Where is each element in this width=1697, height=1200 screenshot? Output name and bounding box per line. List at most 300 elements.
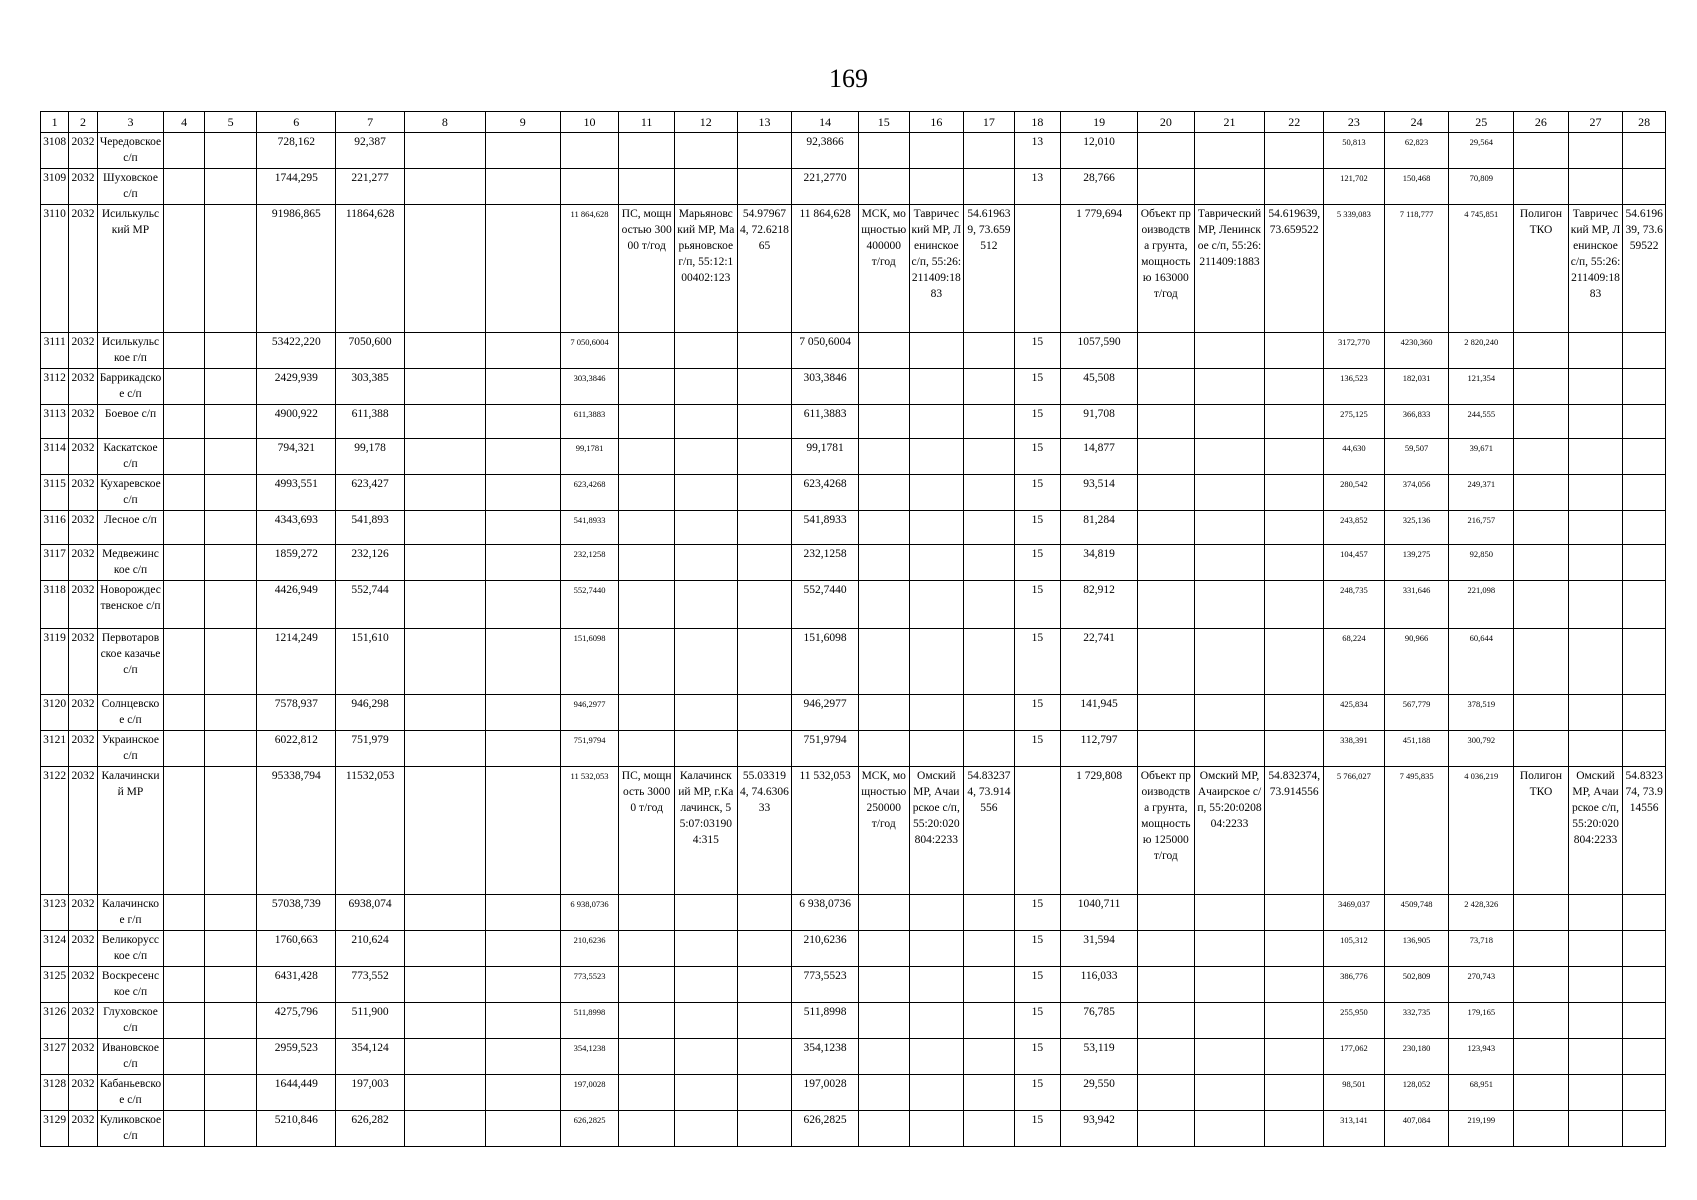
table-cell	[1623, 475, 1666, 511]
table-cell	[164, 895, 204, 931]
table-cell: 81,284	[1061, 511, 1138, 545]
table-cell: 105,312	[1324, 931, 1385, 967]
table-cell	[964, 1003, 1015, 1039]
table-cell: 3469,037	[1324, 895, 1385, 931]
table-cell	[204, 1075, 257, 1111]
table-cell	[964, 545, 1015, 581]
table-cell: 794,321	[257, 439, 336, 475]
table-cell: 623,4268	[792, 475, 859, 511]
table-cell	[204, 895, 257, 931]
table-row	[41, 1111, 1666, 1147]
table-cell: 303,3846	[560, 369, 619, 405]
table-cell: 2032	[69, 581, 97, 629]
table-cell	[737, 1111, 792, 1147]
table-cell: 68,224	[1324, 629, 1385, 695]
table-cell	[909, 731, 964, 767]
table-cell	[204, 405, 257, 439]
table-cell: 2032	[69, 333, 97, 369]
table-cell: 5210,846	[257, 1111, 336, 1147]
table-cell: 15	[1014, 1003, 1061, 1039]
table-cell: 93,942	[1061, 1111, 1138, 1147]
table-cell	[1568, 931, 1623, 967]
table-cell: 541,8933	[792, 511, 859, 545]
table-cell: 2032	[69, 169, 97, 205]
table-cell	[1265, 545, 1324, 581]
table-cell	[485, 1003, 560, 1039]
table-cell	[858, 1039, 909, 1075]
table-cell: Медвежинское с/п	[97, 545, 164, 581]
table-cell	[1194, 405, 1265, 439]
table-cell: 59,507	[1384, 439, 1449, 475]
table-cell	[204, 695, 257, 731]
table-cell: 3125	[41, 967, 69, 1003]
table-cell: 15	[1014, 629, 1061, 695]
column-header: 13	[737, 112, 792, 133]
table-cell	[737, 581, 792, 629]
table-cell	[1623, 967, 1666, 1003]
table-cell: 2032	[69, 511, 97, 545]
table-cell	[1568, 133, 1623, 169]
table-cell: 4426,949	[257, 581, 336, 629]
table-cell	[964, 895, 1015, 931]
table-cell: 230,180	[1384, 1039, 1449, 1075]
table-cell: 7 050,6004	[560, 333, 619, 369]
table-cell: 3113	[41, 405, 69, 439]
table-cell	[1623, 405, 1666, 439]
table-cell	[737, 545, 792, 581]
table-cell: 552,7440	[560, 581, 619, 629]
table-cell	[737, 511, 792, 545]
table-cell: Объект производства грунта, мощностью 163000 т/год	[1138, 205, 1195, 333]
table-cell	[619, 475, 675, 511]
table-cell	[1514, 1003, 1569, 1039]
table-cell: 50,813	[1324, 133, 1385, 169]
table-cell	[909, 1003, 964, 1039]
column-header: 7	[336, 112, 405, 133]
table-cell: 221,277	[336, 169, 405, 205]
table-cell: 39,671	[1449, 439, 1514, 475]
table-cell	[619, 545, 675, 581]
table-cell	[909, 405, 964, 439]
table-cell	[204, 439, 257, 475]
table-cell	[674, 1111, 737, 1147]
table-cell	[204, 767, 257, 895]
table-cell: 15	[1014, 931, 1061, 967]
table-cell: 128,052	[1384, 1075, 1449, 1111]
table-cell	[858, 695, 909, 731]
table-cell: 93,514	[1061, 475, 1138, 511]
table-cell: 751,9794	[560, 731, 619, 767]
table-cell	[404, 1075, 485, 1111]
table-row	[41, 511, 1666, 545]
table-cell: 98,501	[1324, 1075, 1385, 1111]
table-cell: 15	[1014, 895, 1061, 931]
table-cell: 552,7440	[792, 581, 859, 629]
table-cell	[1568, 1075, 1623, 1111]
table-cell	[964, 1111, 1015, 1147]
table-cell: 249,371	[1449, 475, 1514, 511]
table-cell	[1623, 1111, 1666, 1147]
table-cell	[1138, 1003, 1195, 1039]
table-cell: 946,298	[336, 695, 405, 731]
table-cell	[1138, 1111, 1195, 1147]
table-cell: Марьяновский МР, Марьяновское г/п, 55:12:100402:123	[674, 205, 737, 333]
table-cell: 177,062	[1324, 1039, 1385, 1075]
table-cell: 151,6098	[792, 629, 859, 695]
table-cell	[1514, 931, 1569, 967]
table-cell: 374,056	[1384, 475, 1449, 511]
table-cell	[909, 695, 964, 731]
table-cell: 54.832374, 73.914556	[1265, 767, 1324, 895]
table-cell: 773,5523	[792, 967, 859, 1003]
table-cell: 57038,739	[257, 895, 336, 931]
table-cell: 7050,600	[336, 333, 405, 369]
table-cell: 773,552	[336, 967, 405, 1003]
table-cell: 2032	[69, 629, 97, 695]
table-cell	[1568, 581, 1623, 629]
table-cell: 2032	[69, 931, 97, 967]
table-cell: Ивановское с/п	[97, 1039, 164, 1075]
column-header: 16	[909, 112, 964, 133]
table-cell	[619, 1003, 675, 1039]
table-cell	[909, 1075, 964, 1111]
table-cell	[737, 895, 792, 931]
table-cell: 244,555	[1449, 405, 1514, 439]
table-cell	[619, 369, 675, 405]
table-cell	[1138, 133, 1195, 169]
table-cell	[1194, 1111, 1265, 1147]
table-cell: 248,735	[1324, 581, 1385, 629]
table-cell	[674, 895, 737, 931]
table-cell	[858, 895, 909, 931]
table-cell: 4275,796	[257, 1003, 336, 1039]
table-cell	[1265, 133, 1324, 169]
table-cell: 15	[1014, 369, 1061, 405]
table-cell	[964, 931, 1015, 967]
table-cell: 7 050,6004	[792, 333, 859, 369]
table-cell: 12,010	[1061, 133, 1138, 169]
table-cell	[858, 1003, 909, 1039]
table-cell	[858, 931, 909, 967]
table-cell	[1568, 629, 1623, 695]
table-cell	[1014, 767, 1061, 895]
table-cell	[485, 1075, 560, 1111]
table-cell: Исилькульский МР	[97, 205, 164, 333]
table-cell	[560, 133, 619, 169]
table-cell: 3108	[41, 133, 69, 169]
column-header: 21	[1194, 112, 1265, 133]
table-cell	[404, 205, 485, 333]
table-cell: 378,519	[1449, 695, 1514, 731]
table-cell	[1265, 475, 1324, 511]
table-cell	[485, 133, 560, 169]
table-cell	[674, 581, 737, 629]
table-cell	[1568, 1003, 1623, 1039]
table-cell	[164, 1111, 204, 1147]
table-cell: 4343,693	[257, 511, 336, 545]
table-cell	[1568, 1111, 1623, 1147]
table-cell	[1623, 133, 1666, 169]
table-cell	[164, 333, 204, 369]
table-cell	[737, 967, 792, 1003]
table-cell	[619, 169, 675, 205]
table-cell	[619, 967, 675, 1003]
table-cell	[674, 1003, 737, 1039]
table-cell	[404, 475, 485, 511]
table-cell	[1194, 169, 1265, 205]
table-cell: 946,2977	[792, 695, 859, 731]
table-cell: 2032	[69, 205, 97, 333]
table-cell: 11 864,628	[792, 205, 859, 333]
table-cell	[858, 169, 909, 205]
table-cell	[164, 511, 204, 545]
table-row	[41, 133, 1666, 169]
table-cell: 325,136	[1384, 511, 1449, 545]
table-cell: 255,950	[1324, 1003, 1385, 1039]
table-cell	[1623, 931, 1666, 967]
table-cell	[909, 1111, 964, 1147]
table-cell	[560, 169, 619, 205]
table-cell	[1014, 205, 1061, 333]
table-cell: 502,809	[1384, 967, 1449, 1003]
table-cell	[1568, 439, 1623, 475]
table-cell	[964, 1075, 1015, 1111]
table-cell: 611,3883	[792, 405, 859, 439]
table-cell: 1 779,694	[1061, 205, 1138, 333]
table-cell: 6 938,0736	[792, 895, 859, 931]
table-cell: 232,1258	[560, 545, 619, 581]
table-cell: Объект производства грунта, мощностью 125000 т/год	[1138, 767, 1195, 895]
table-cell: 623,427	[336, 475, 405, 511]
table-row	[41, 545, 1666, 581]
table-cell	[909, 545, 964, 581]
table-cell: Таврический МР, Ленинское с/п, 55:26:211409:1883	[1194, 205, 1265, 333]
table-cell	[204, 1003, 257, 1039]
table-cell	[164, 629, 204, 695]
table-row	[41, 695, 1666, 731]
table-cell: 54.619639, 73.659522	[1623, 205, 1666, 333]
column-header: 14	[792, 112, 859, 133]
table-cell	[964, 169, 1015, 205]
table-cell	[737, 333, 792, 369]
column-header: 11	[619, 112, 675, 133]
column-header: 1	[41, 112, 69, 133]
table-cell	[1194, 931, 1265, 967]
table-cell	[1568, 695, 1623, 731]
table-cell: 3114	[41, 439, 69, 475]
column-header: 22	[1265, 112, 1324, 133]
table-cell	[619, 511, 675, 545]
table-cell: 2032	[69, 475, 97, 511]
table-cell	[737, 405, 792, 439]
table-cell	[1265, 405, 1324, 439]
table-cell: 1644,449	[257, 1075, 336, 1111]
table-cell: 4 036,219	[1449, 767, 1514, 895]
table-cell: 28,766	[1061, 169, 1138, 205]
column-header: 9	[485, 112, 560, 133]
table-cell: 331,646	[1384, 581, 1449, 629]
table-cell: 150,468	[1384, 169, 1449, 205]
column-header: 17	[964, 112, 1015, 133]
table-cell: 141,945	[1061, 695, 1138, 731]
table-cell	[619, 1039, 675, 1075]
table-cell: 3119	[41, 629, 69, 695]
table-cell	[858, 333, 909, 369]
table-cell: 219,199	[1449, 1111, 1514, 1147]
table-cell	[164, 581, 204, 629]
table-cell	[909, 369, 964, 405]
table-cell: 2 820,240	[1449, 333, 1514, 369]
table-cell	[485, 545, 560, 581]
table-cell	[1265, 1111, 1324, 1147]
table-cell: Каскатское с/п	[97, 439, 164, 475]
table-cell: Калачинское г/п	[97, 895, 164, 931]
table-cell: 179,165	[1449, 1003, 1514, 1039]
table-cell: 626,282	[336, 1111, 405, 1147]
table-cell: 121,702	[1324, 169, 1385, 205]
table-cell: 541,893	[336, 511, 405, 545]
table-cell	[1194, 1039, 1265, 1075]
table-cell	[1194, 629, 1265, 695]
table-cell	[1194, 967, 1265, 1003]
table-cell: 91986,865	[257, 205, 336, 333]
table-cell	[1194, 695, 1265, 731]
table-cell	[1138, 511, 1195, 545]
table-cell	[1265, 1003, 1324, 1039]
table-cell	[1514, 511, 1569, 545]
table-cell: 104,457	[1324, 545, 1385, 581]
table-cell	[404, 767, 485, 895]
table-cell	[1138, 333, 1195, 369]
table-cell: 68,951	[1449, 1075, 1514, 1111]
table-cell	[1514, 1111, 1569, 1147]
table-row	[41, 629, 1666, 695]
table-cell	[404, 511, 485, 545]
table-cell: Куликовское с/п	[97, 1111, 164, 1147]
table-cell	[964, 333, 1015, 369]
table-cell	[1514, 333, 1569, 369]
table-cell	[964, 967, 1015, 1003]
table-cell	[1568, 369, 1623, 405]
table-cell: 1859,272	[257, 545, 336, 581]
table-cell: 425,834	[1324, 695, 1385, 731]
table-cell: 54.832374, 73.914556	[964, 767, 1015, 895]
table-cell	[858, 1111, 909, 1147]
table-cell: 3127	[41, 1039, 69, 1075]
table-cell	[909, 133, 964, 169]
table-cell	[1138, 405, 1195, 439]
table-cell	[164, 439, 204, 475]
table-cell: 3120	[41, 695, 69, 731]
table-row	[41, 1075, 1666, 1111]
table-cell: 221,2770	[792, 169, 859, 205]
table-cell: 2032	[69, 1039, 97, 1075]
table-cell	[1138, 169, 1195, 205]
table-cell	[674, 405, 737, 439]
table-cell	[1568, 545, 1623, 581]
table-cell: 15	[1014, 1039, 1061, 1075]
table-cell: 6938,074	[336, 895, 405, 931]
table-row	[41, 475, 1666, 511]
table-cell	[1265, 931, 1324, 967]
table-cell	[619, 581, 675, 629]
table-cell: Кухаревское с/п	[97, 475, 164, 511]
table-cell: 946,2977	[560, 695, 619, 731]
table-cell	[485, 695, 560, 731]
table-cell	[858, 439, 909, 475]
table-cell	[619, 695, 675, 731]
table-cell: Баррикадское с/п	[97, 369, 164, 405]
table-row	[41, 1003, 1666, 1039]
table-cell	[858, 967, 909, 1003]
table-cell	[737, 629, 792, 695]
table-cell	[1623, 1003, 1666, 1039]
table-cell	[858, 545, 909, 581]
table-cell: 11 532,053	[792, 767, 859, 895]
table-cell: 15	[1014, 333, 1061, 369]
table-cell	[1568, 169, 1623, 205]
table-cell: 451,188	[1384, 731, 1449, 767]
table-cell: 354,1238	[792, 1039, 859, 1075]
table-cell	[1138, 475, 1195, 511]
table-cell	[964, 133, 1015, 169]
table-cell: 121,354	[1449, 369, 1514, 405]
table-cell: 354,1238	[560, 1039, 619, 1075]
table-cell: 623,4268	[560, 475, 619, 511]
table-cell	[404, 333, 485, 369]
table-cell	[1194, 369, 1265, 405]
table-cell: 3124	[41, 931, 69, 967]
table-cell: 76,785	[1061, 1003, 1138, 1039]
table-cell	[737, 931, 792, 967]
table-cell: 2429,939	[257, 369, 336, 405]
table-cell: 4509,748	[1384, 895, 1449, 931]
table-cell	[1568, 1039, 1623, 1075]
table-cell: 2032	[69, 895, 97, 931]
table-cell	[1514, 695, 1569, 731]
table-cell	[1265, 695, 1324, 731]
table-cell	[1514, 581, 1569, 629]
table-cell: 2032	[69, 439, 97, 475]
table-cell	[404, 731, 485, 767]
table-cell: 136,905	[1384, 931, 1449, 967]
table-cell: 7 495,835	[1384, 767, 1449, 895]
table-cell: 54.979674, 72.621865	[737, 205, 792, 333]
table-cell	[1623, 511, 1666, 545]
table-cell	[404, 439, 485, 475]
table-cell: 4993,551	[257, 475, 336, 511]
table-cell	[164, 731, 204, 767]
table-cell: 3126	[41, 1003, 69, 1039]
table-cell: 232,126	[336, 545, 405, 581]
table-cell: Таврический МР, Ленинское с/п, 55:26:211409:1883	[1568, 205, 1623, 333]
table-cell: 2032	[69, 767, 97, 895]
column-header: 26	[1514, 112, 1569, 133]
table-cell: 3128	[41, 1075, 69, 1111]
table-cell: 31,594	[1061, 931, 1138, 967]
table-cell	[909, 439, 964, 475]
table-cell: 2032	[69, 133, 97, 169]
column-header: 20	[1138, 112, 1195, 133]
table-cell	[619, 405, 675, 439]
table-cell	[1623, 545, 1666, 581]
table-cell: Солнцевское с/п	[97, 695, 164, 731]
table-cell: Чередовское с/п	[97, 133, 164, 169]
table-cell	[1265, 511, 1324, 545]
table-cell	[1194, 731, 1265, 767]
table-cell: 4900,922	[257, 405, 336, 439]
table-cell: 2032	[69, 405, 97, 439]
